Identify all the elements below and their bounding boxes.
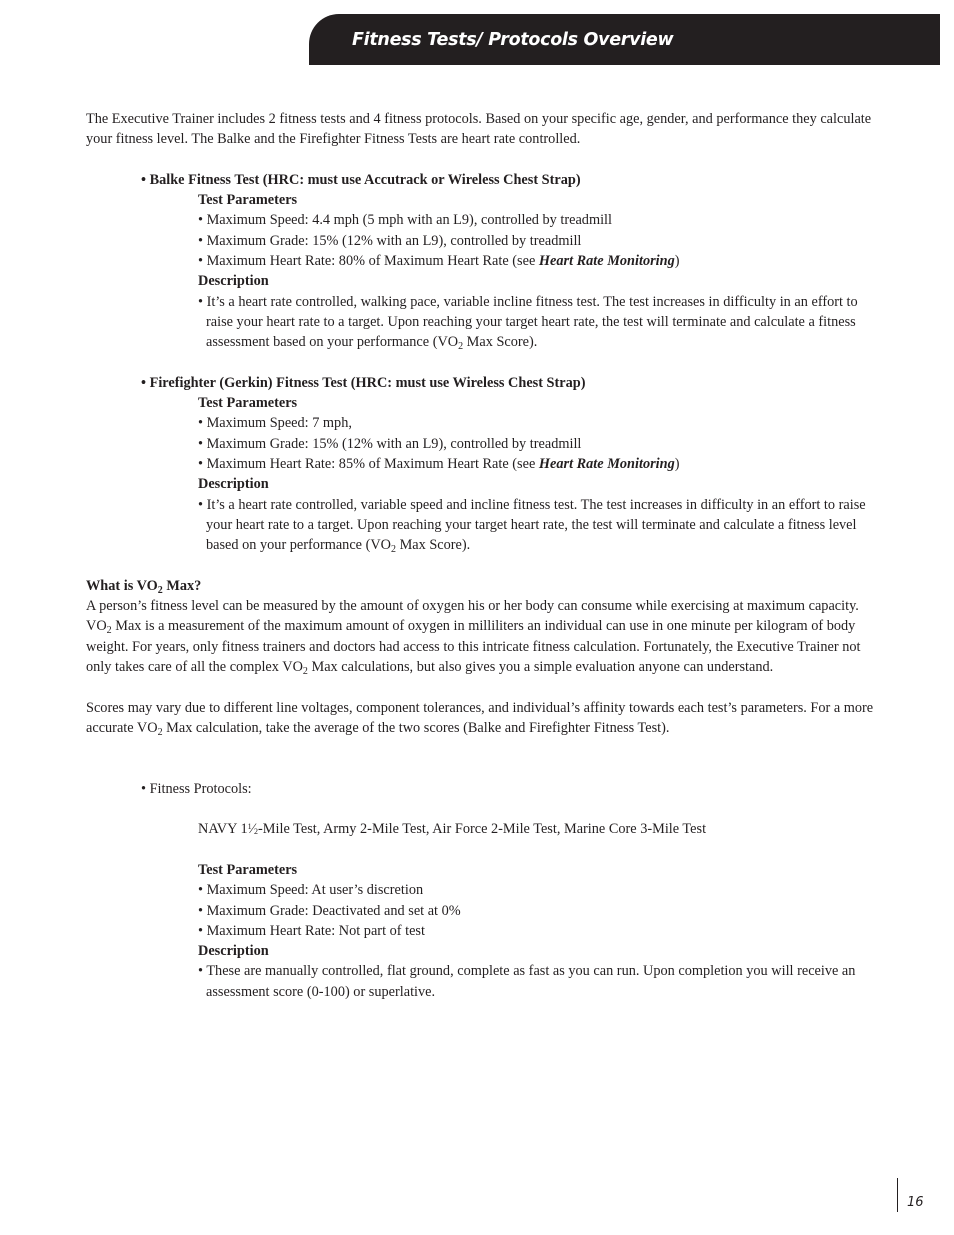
protocols-params-label: Test Parameters [198, 861, 298, 878]
balke-description-label: Description [198, 273, 269, 290]
intro-paragraph: The Executive Trainer includes 2 fitness tests and 4 fitness protocols. Based on your specific age, gender, and performance they calculate your fitness level. The Balke and the Firefighter Fitness Tests are heart rate controlled. [86, 111, 872, 148]
firefighter-description-label: Description [198, 476, 269, 493]
protocols-description: • These are manually controlled, flat ground, complete as fast as you can run. Upon completion you will receive an assessment score (0-100) or superlative. [198, 963, 856, 1000]
header-bar [309, 14, 940, 65]
vo2-max-heading: What is $VO_2$ Max? [86, 577, 202, 596]
balke-description: • It’s a heart rate controlled, walking pace, variable incline fitness test. The test increases in difficulty in an effort to raise your heart rate to a target. Upon reaching your target heart rate, the test will terminate and calculate a fitness assessment based on your performance ($VO_2$ Max Score). [198, 293, 858, 353]
firefighter-max-grade: • Maximum Grade: 15% (12% with an L9), controlled by treadmill [198, 435, 582, 452]
scores-paragraph: Scores may vary due to different line voltages, component tolerances, and individual’s affinity towards each test’s parameters. For a more accurate $VO_2$ Max calculation, take the average of the two scores (Balke and Firefighter Fitness Test). [86, 699, 874, 738]
firefighter-test-heading: • Firefighter (Gerkin) Fitness Test (HRC: must use Wireless Chest Strap) [141, 374, 586, 391]
fitness-protocols-heading: • Fitness Protocols: [141, 780, 252, 797]
firefighter-description: • It’s a heart rate controlled, variable speed and incline fitness test. The test increases in difficulty in an effort to raise your heart rate to a target. Upon reaching your target heart rate, the test will terminate and calculate a fitness level based on your performance ($VO_2$ Max Score). [198, 496, 866, 556]
page-content [86, 109, 876, 1002]
protocols-description-label: Description [198, 943, 269, 960]
firefighter-max-heart-rate: • Maximum Heart Rate: 85% of Maximum Heart Rate (see Heart Rate Monitoring) [198, 456, 680, 473]
protocols-max-grade: • Maximum Grade: Deactivated and set at 0% [198, 902, 461, 919]
vo2-max-paragraph: A person’s fitness level can be measured by the amount of oxygen his or her body can consume while exercising at maximum capacity. $VO_2$ Max is a measurement of the maximum amount of oxygen in milliliters an individual can use in one minute per kilogram of body weight. For years, only fitness trainers and doctors had access to this intricate fitness calculation. Fortunately, the Executive Trainer not only takes care of all the complex $VO_2$ Max calculations, but also gives you a simple evaluation anyone can understand. [86, 598, 861, 678]
balke-max-heart-rate: • Maximum Heart Rate: 80% of Maximum Heart Rate (see Heart Rate Monitoring) [198, 253, 680, 270]
balke-test-heading: • Balke Fitness Test (HRC: must use Accutrack or Wireless Chest Strap) [141, 171, 581, 188]
heart-rate-monitoring-reference: Heart Rate Monitoring [538, 253, 675, 270]
protocols-list: NAVY $1^1⁄2$-Mile Test, Army 2-Mile Test, Air Force 2-Mile Test, Marine Core 3-Mile Test [198, 821, 707, 838]
heart-rate-monitoring-reference: Heart Rate Monitoring [538, 456, 675, 473]
page-number: 16 [907, 1195, 924, 1210]
page-title: Fitness Tests/ Protocols Overview [352, 30, 674, 50]
balke-params-label: Test Parameters [198, 192, 298, 209]
page-number-divider [897, 1178, 898, 1212]
balke-max-speed: • Maximum Speed: 4.4 mph (5 mph with an L9), controlled by treadmill [198, 212, 612, 229]
balke-max-grade: • Maximum Grade: 15% (12% with an L9), controlled by treadmill [198, 232, 582, 249]
protocols-max-speed: • Maximum Speed: At user’s discretion [198, 882, 424, 899]
firefighter-params-label: Test Parameters [198, 395, 298, 412]
protocols-max-heart-rate: • Maximum Heart Rate: Not part of test [198, 922, 425, 939]
firefighter-max-speed: • Maximum Speed: 7 mph, [198, 415, 352, 432]
